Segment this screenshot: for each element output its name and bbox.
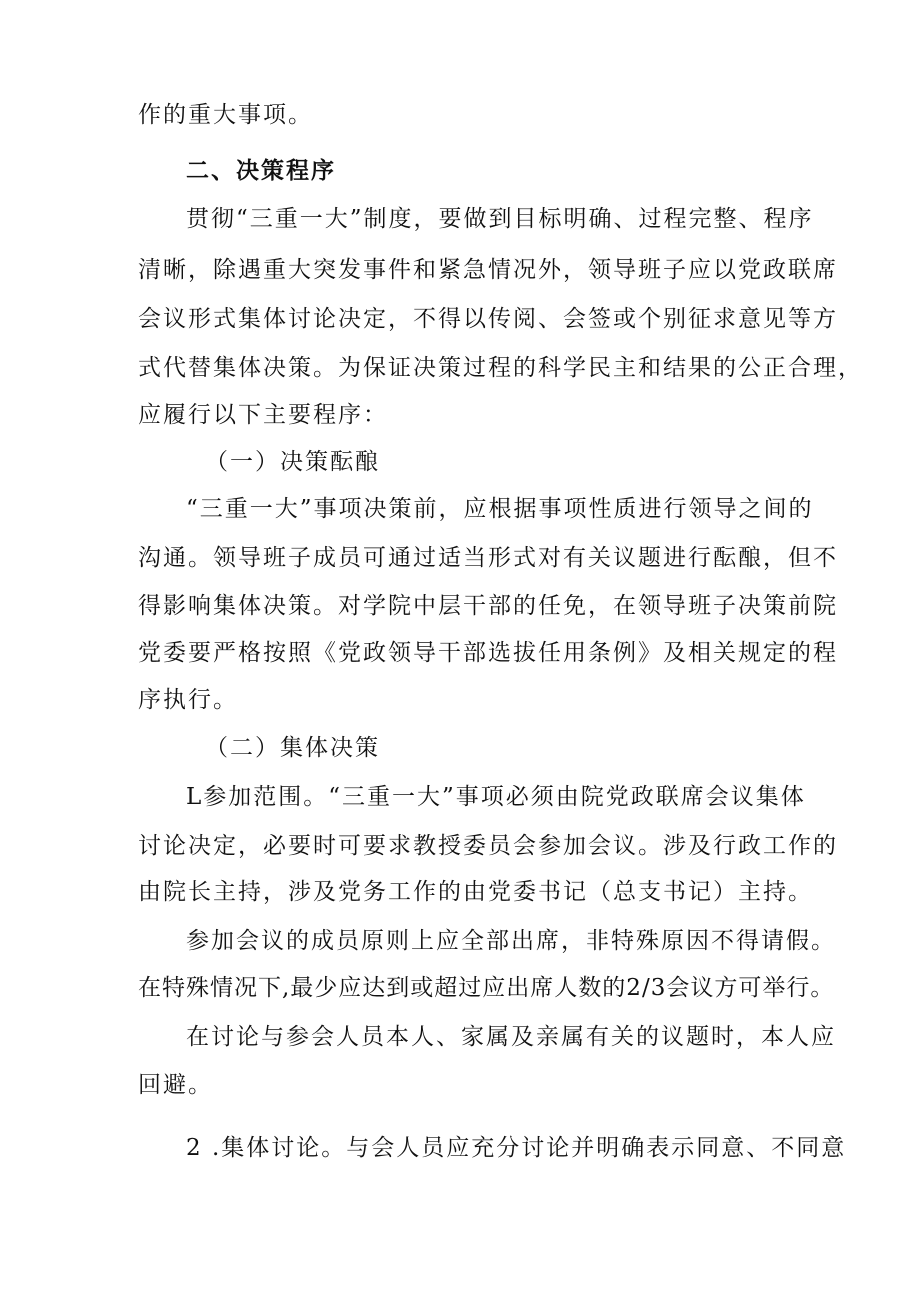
paragraph-line: 党委要严格按照《党政领导干部选拔任用条例》及相关规定的程 bbox=[138, 640, 838, 666]
paragraph-line: 回避。 bbox=[138, 1072, 213, 1098]
paragraph-line: 清晰，除遇重大突发事件和紧急情况外，领导班子应以党政联席 bbox=[138, 257, 838, 283]
paragraph-line: 作的重大事项。 bbox=[138, 102, 313, 128]
paragraph-line: 在讨论与参会人员本人、家属及亲属有关的议题时，本人应 bbox=[186, 1024, 836, 1050]
paragraph-line: 应履行以下主要程序： bbox=[138, 402, 388, 428]
subsection-heading: （二）集体决策 bbox=[205, 735, 380, 761]
section-heading: 二、决策程序 bbox=[186, 158, 336, 184]
paragraph-line: 会议形式集体讨论决定，不得以传阅、会签或个别征求意见等方 bbox=[138, 306, 838, 332]
paragraph-line: 讨论决定，必要时可要求教授委员会参加会议。涉及行政工作的 bbox=[138, 833, 838, 859]
paragraph-line: “三重一大”事项决策前，应根据事项性质进行领导之间的 bbox=[186, 496, 814, 522]
paragraph-line: 沟通。领导班子成员可通过适当形式对有关议题进行酝酿，但不 bbox=[138, 545, 838, 571]
paragraph-line: L参加范围。“三重一大”事项必须由院党政联席会议集体 bbox=[186, 784, 806, 810]
paragraph-line: 在特殊情况下,最少应达到或超过应出席人数的2/3会议方可举行。 bbox=[138, 975, 835, 1001]
paragraph-line: 贯彻“三重一大”制度，要做到目标明确、过程完整、程序 bbox=[186, 206, 814, 232]
subsection-heading: （一）决策酝酿 bbox=[205, 449, 380, 475]
paragraph-line: 由院长主持，涉及党务工作的由党委书记（总支书记）主持。 bbox=[138, 879, 813, 905]
paragraph-line: 序执行。 bbox=[138, 687, 238, 713]
paragraph-line: 2 .集体讨论。与会人员应充分讨论并明确表示同意、不同意 bbox=[186, 1135, 847, 1161]
paragraph-line: 得影响集体决策。对学院中层干部的任免，在领导班子决策前院 bbox=[138, 593, 838, 619]
paragraph-line: 式代替集体决策。为保证决策过程的科学民主和结果的公正合理， bbox=[138, 355, 863, 381]
paragraph-line: 参加会议的成员原则上应全部出席，非特殊原因不得请假。 bbox=[186, 928, 836, 954]
